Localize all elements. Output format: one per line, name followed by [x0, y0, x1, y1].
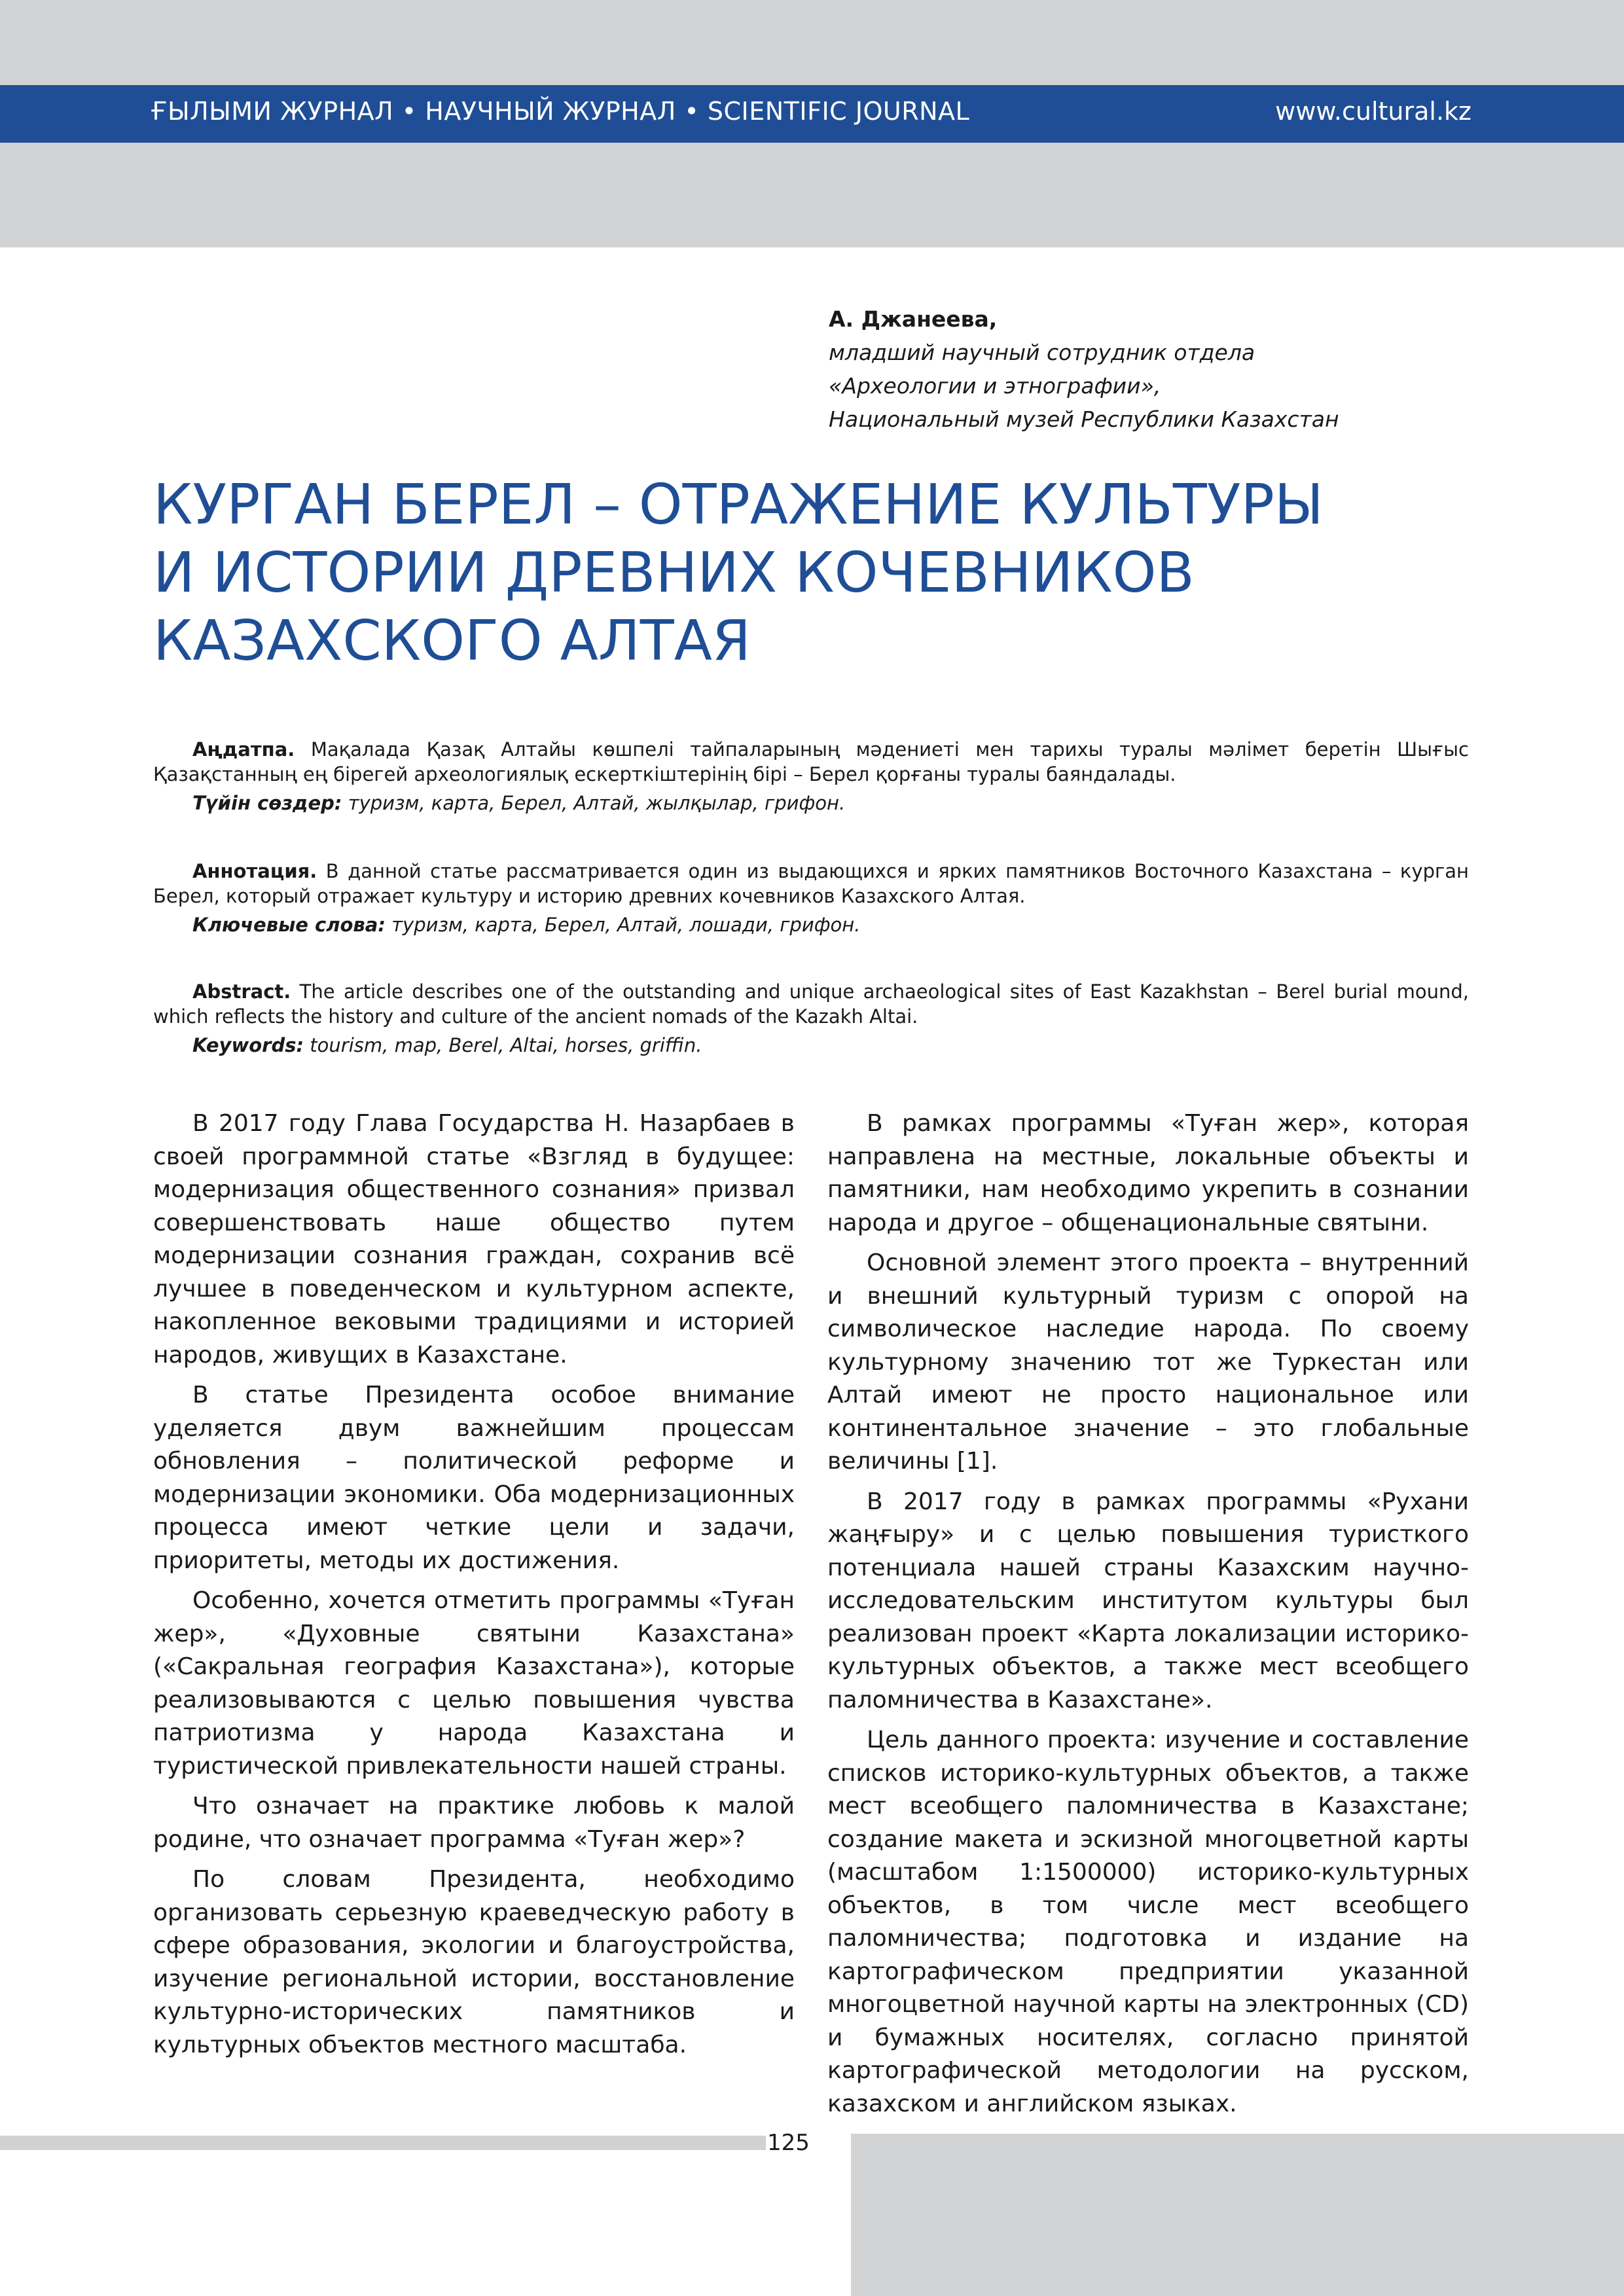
journal-name: ҒЫЛЫМИ ЖУРНАЛ • НАУЧНЫЙ ЖУРНАЛ • SCIENTIFIC JOURNAL	[151, 97, 970, 126]
abstract-text: The article describes one of the outstanding and unique archaeological sites of East Kazakhstan – Berel burial mound, which reflects the history and culture of the ancient nomads of the Kazakh Altai.	[153, 980, 1469, 1028]
keywords-label: Ключевые слова:	[192, 914, 386, 936]
body-paragraph: В рамках программы «Туған жер», которая направлена на местные, локальные объекты и памятники, нам необходимо укрепить в сознании народа и другое – общенациональные святыни.	[827, 1110, 1469, 1236]
page-number: 125	[767, 2130, 810, 2156]
author-institution: Национальный музей Республики Казахстан	[829, 406, 1339, 432]
author-department: «Археологии и этнографии»,	[829, 373, 1161, 399]
abstract-kazakh	[153, 737, 1469, 816]
article-title	[153, 471, 1495, 675]
body-column-right	[827, 1107, 1469, 2128]
author-position: младший научный сотрудник отдела	[829, 340, 1255, 365]
body-paragraph: Цель данного проекта: изучение и составление списков историко-культурных объектов, а также мест всеобщего паломничества в Казахстане; создание макета и эскизной многоцветной карты (масштабом 1:1500000) историко-культурных объектов, в том числе мест всеобщего паломничества; подготовка и издание на картографическом предприятии указанной многоцветной научной карты на электронных (CD) и бумажных носителях, согласно принятой картографической методологии на русском, казахском и английском языках.	[827, 1727, 1469, 2117]
footer-rule	[0, 2136, 766, 2150]
website-link[interactable]: www.cultural.kz	[1275, 97, 1471, 126]
abstract-label: Аннотация.	[192, 860, 317, 882]
body-paragraph: Особенно, хочется отметить программы «Туған жер», «Духовные святыни Казахстана» («Сакральная география Казахстана»), которые реализовываются с целью повышения чувства патриотизма у народа Казахстана и туристической привлекательности нашей страны.	[153, 1587, 795, 1780]
footer-block	[851, 2134, 1624, 2296]
keywords-text: туризм, карта, Берел, Алтай, жылқылар, грифон.	[342, 792, 846, 814]
abstract-text: Мақалада Қазақ Алтайы көшпелі тайпаларының мәдениеті мен тарихы туралы мәлімет беретін Шығыс Қазақстанның ең бірегей археологиялық ескерткіштерінің бірі – Берел қорғаны туралы баяндалады.	[153, 738, 1469, 785]
keywords-text: туризм, карта, Берел, Алтай, лошади, грифон.	[385, 914, 861, 936]
body-paragraph: Что означает на практике любовь к малой родине, что означает программа «Туған жер»?	[153, 1793, 795, 1853]
abstract-english	[153, 979, 1469, 1058]
body-paragraph: По словам Президента, необходимо организовать серьезную краеведческую работу в сфере образования, экологии и благоустройства, изучение региональной истории, восстановление культурно-исторических памятников и культурных объектов местного масштаба.	[153, 1866, 795, 2058]
body-column-left	[153, 1107, 795, 2069]
abstract-label: Abstract.	[192, 980, 291, 1003]
journal-banner	[0, 85, 1624, 143]
title-line: И ИСТОРИИ ДРЕВНИХ КОЧЕВНИКОВ	[153, 541, 1195, 605]
author-name: А. Джанеева,	[829, 306, 998, 332]
body-paragraph: В статье Президента особое внимание уделяется двум важнейшим процессам обновления – политической реформе и модернизации экономики. Оба модернизационных процесса имеют четкие цели и задачи, приоритеты, методы их достижения.	[153, 1382, 795, 1574]
keywords-label: Түйін сөздер:	[192, 792, 342, 814]
author-block	[829, 302, 1483, 436]
keywords-text: tourism, map, Berel, Altai, horses, griffin.	[304, 1034, 702, 1056]
abstract-label: Аңдатпа.	[192, 738, 295, 761]
abstract-text: В данной статье рассматривается один из выдающихся и ярких памятников Восточного Казахстана – курган Берел, который отражает культуру и историю древних кочевников Казахского Алтая.	[153, 860, 1469, 907]
title-line: КАЗАХСКОГО АЛТАЯ	[153, 609, 751, 673]
body-paragraph: В 2017 году в рамках программы «Рухани жаңғыру» и с целью повышения туристкого потенциала нашей страны Казахским научно-исследовательским институтом культуры был реализован проект «Карта локализации историко-культурных объектов, а также мест всеобщего паломничества в Казахстане».	[827, 1488, 1469, 1713]
title-line: КУРГАН БЕРЕЛ – ОТРАЖЕНИЕ КУЛЬТУРЫ	[153, 473, 1324, 537]
keywords-label: Keywords:	[192, 1034, 304, 1056]
abstract-russian	[153, 859, 1469, 937]
body-paragraph: Основной элемент этого проекта – внутренний и внешний культурный туризм с опорой на символическое наследие народа. По своему культурному значению тот же Туркестан или Алтай имеют не просто национальное или континентальное значение – это глобальные величины [1].	[827, 1249, 1469, 1475]
body-paragraph: В 2017 году Глава Государства Н. Назарбаев в своей программной статье «Взгляд в будущее: модернизация общественного сознания» призвал совершенствовать наше общество путем модернизации сознания граждан, сохранив всё лучшее в поведенческом и культурном аспекте, накопленное вековыми традициями и историей народов, живущих в Казахстане.	[153, 1110, 795, 1369]
